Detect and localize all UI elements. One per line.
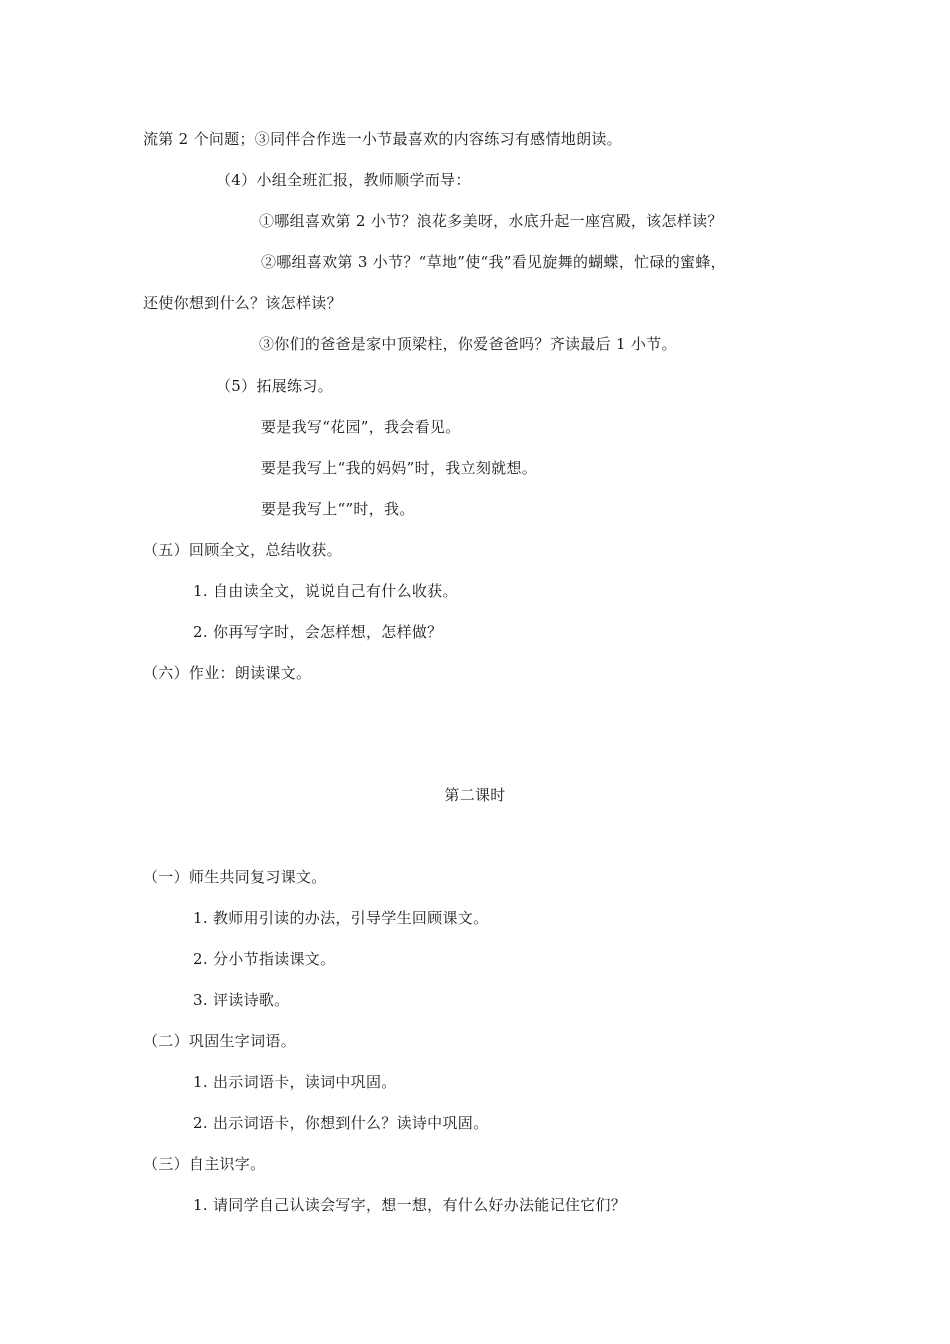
- section-heading-3: （三）自主识字。: [143, 1155, 266, 1173]
- text-line-step-4: （4）小组全班汇报，教师顺学而导：: [216, 171, 471, 189]
- text-line-exercise-1: 要是我写“花园”，我会看见。: [261, 418, 461, 436]
- lesson-title: 第二课时: [444, 786, 506, 804]
- text-line-section-5-item-1: 1. 自由读全文，说说自己有什么收获。: [193, 582, 458, 600]
- text-line-exercise-3: 要是我写上“”时，我。: [261, 500, 415, 518]
- text-line-section-5-item-2: 2. 你再写字时，会怎样想，怎样做？: [193, 623, 443, 641]
- text-line-section-2-item-2: 2. 出示词语卡，你想到什么？读诗中巩固。: [193, 1114, 489, 1132]
- text-line-item-3: ③你们的爸爸是家中顶梁柱，你爱爸爸吗？齐读最后 1 小节。: [259, 335, 677, 353]
- text-line-section-1-item-1: 1. 教师用引读的办法，引导学生回顾课文。: [193, 909, 489, 927]
- text-line-item-1: ①哪组喜欢第 2 小节？浪花多美呀，水底升起一座宫殿，该怎样读？: [259, 212, 723, 230]
- text-line-exercise-2: 要是我写上“我的妈妈”时，我立刻就想。: [261, 459, 538, 477]
- text-line-item-2-continued: 还使你想到什么？该怎样读？: [143, 294, 342, 312]
- text-line-item-2: ②哪组喜欢第 3 小节？“草地”使“我”看见旋舞的蝴蝶，忙碌的蜜蜂，: [261, 253, 726, 271]
- text-line-section-2-item-1: 1. 出示词语卡，读词中巩固。: [193, 1073, 397, 1091]
- section-heading-1: （一）师生共同复习课文。: [143, 868, 327, 886]
- section-heading-5: （五）回顾全文，总结收获。: [143, 541, 342, 559]
- text-line-section-1-item-3: 3. 评读诗歌。: [193, 991, 290, 1009]
- section-heading-6: （六）作业：朗读课文。: [143, 664, 312, 682]
- text-line-step-5: （5）拓展练习。: [216, 377, 333, 395]
- text-line-continuation: 流第 2 个问题；③同伴合作选一小节最喜欢的内容练习有感情地朗读。: [143, 130, 622, 148]
- text-line-section-3-item-1: 1. 请同学自己认读会写字，想一想，有什么好办法能记住它们？: [193, 1196, 627, 1214]
- text-line-section-1-item-2: 2. 分小节指读课文。: [193, 950, 336, 968]
- section-heading-2: （二）巩固生字词语。: [143, 1032, 297, 1050]
